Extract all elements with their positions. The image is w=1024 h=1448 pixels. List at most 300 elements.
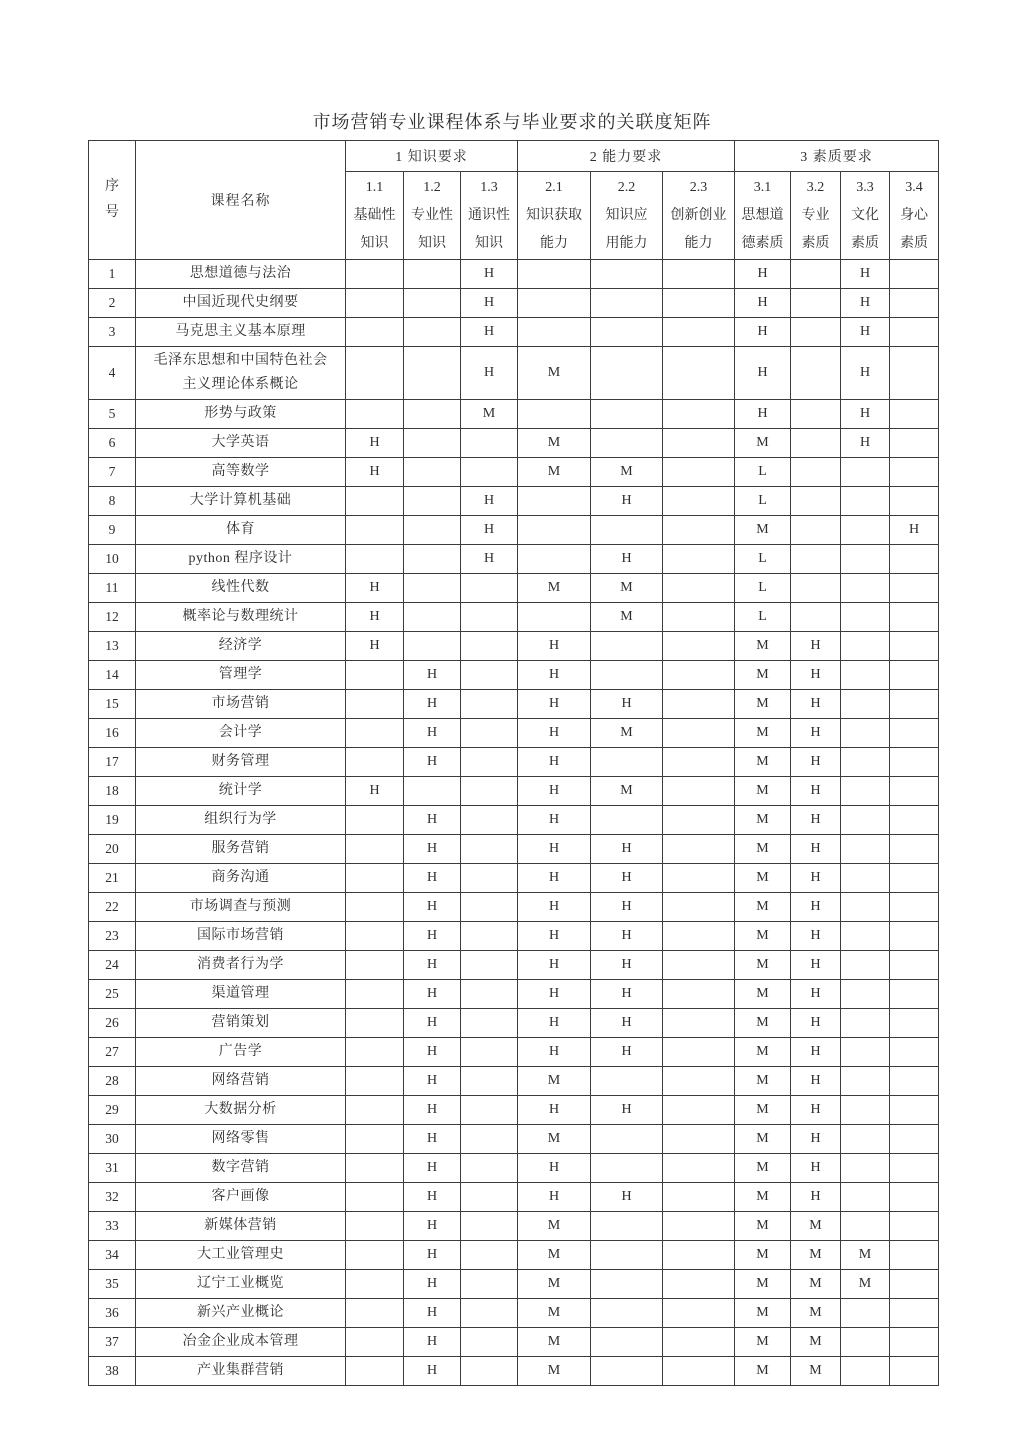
relevance-value: H	[404, 806, 461, 835]
relevance-value	[518, 318, 591, 347]
relevance-value	[841, 516, 890, 545]
relevance-value	[346, 806, 404, 835]
table-row	[89, 1299, 939, 1328]
relevance-value: H	[404, 1009, 461, 1038]
relevance-value	[663, 1212, 735, 1241]
header-group-quality: 3 素质要求	[735, 141, 939, 172]
relevance-value: H	[518, 922, 591, 951]
relevance-value: H	[591, 864, 663, 893]
relevance-value	[841, 1328, 890, 1357]
relevance-value	[890, 260, 939, 289]
relevance-value	[591, 1299, 663, 1328]
relevance-value	[663, 864, 735, 893]
relevance-value	[346, 1038, 404, 1067]
row-number: 38	[89, 1357, 136, 1386]
relevance-value: M	[841, 1241, 890, 1270]
relevance-value	[591, 1270, 663, 1299]
relevance-value	[461, 1357, 518, 1386]
subheader-1.2: 1.2 专业性 知识	[404, 172, 461, 260]
row-number: 14	[89, 661, 136, 690]
relevance-value	[890, 1299, 939, 1328]
relevance-value	[461, 690, 518, 719]
table-row	[89, 1154, 939, 1183]
relevance-value	[461, 603, 518, 632]
relevance-value: M	[735, 951, 791, 980]
relevance-value: H	[591, 951, 663, 980]
table-row	[89, 864, 939, 893]
relevance-value	[346, 1154, 404, 1183]
row-number: 9	[89, 516, 136, 545]
relevance-value: H	[404, 1241, 461, 1270]
relevance-value	[890, 1270, 939, 1299]
course-name: 大数据分析	[136, 1096, 346, 1125]
relevance-value: H	[591, 487, 663, 516]
relevance-value	[518, 400, 591, 429]
relevance-value: M	[518, 429, 591, 458]
relevance-value: H	[404, 1270, 461, 1299]
course-name: 营销策划	[136, 1009, 346, 1038]
table-row	[89, 980, 939, 1009]
relevance-value: H	[461, 289, 518, 318]
relevance-value: H	[841, 400, 890, 429]
relevance-value	[663, 719, 735, 748]
relevance-value	[890, 1067, 939, 1096]
relevance-value: H	[791, 806, 841, 835]
row-number: 6	[89, 429, 136, 458]
relevance-value	[518, 516, 591, 545]
relevance-value	[591, 1125, 663, 1154]
relevance-value	[404, 347, 461, 400]
relevance-value	[404, 516, 461, 545]
row-number: 36	[89, 1299, 136, 1328]
relevance-value	[663, 661, 735, 690]
course-name: 概率论与数理统计	[136, 603, 346, 632]
relevance-value: H	[841, 289, 890, 318]
relevance-value: H	[791, 835, 841, 864]
row-number: 27	[89, 1038, 136, 1067]
relevance-value: H	[404, 864, 461, 893]
relevance-value	[461, 1270, 518, 1299]
course-name: 广告学	[136, 1038, 346, 1067]
relevance-value: M	[735, 1299, 791, 1328]
relevance-value	[663, 1009, 735, 1038]
relevance-value	[461, 951, 518, 980]
relevance-value	[841, 777, 890, 806]
relevance-value	[791, 574, 841, 603]
relevance-value	[404, 574, 461, 603]
row-number: 18	[89, 777, 136, 806]
relevance-value: M	[518, 1125, 591, 1154]
relevance-value	[663, 318, 735, 347]
relevance-value	[518, 603, 591, 632]
relevance-value	[663, 632, 735, 661]
relevance-value	[791, 429, 841, 458]
row-number: 19	[89, 806, 136, 835]
relevance-value	[461, 1154, 518, 1183]
relevance-value	[591, 632, 663, 661]
relevance-value	[461, 1328, 518, 1357]
table-row	[89, 922, 939, 951]
relevance-value: L	[735, 603, 791, 632]
relevance-value: H	[404, 1357, 461, 1386]
relevance-value: H	[791, 690, 841, 719]
relevance-value	[346, 1270, 404, 1299]
relevance-value	[461, 922, 518, 951]
table-row	[89, 347, 939, 400]
relevance-value: H	[841, 318, 890, 347]
row-number: 28	[89, 1067, 136, 1096]
relevance-value	[890, 951, 939, 980]
relevance-value	[461, 1009, 518, 1038]
relevance-value	[346, 1212, 404, 1241]
relevance-value	[404, 487, 461, 516]
relevance-value	[591, 1154, 663, 1183]
relevance-value: M	[518, 1270, 591, 1299]
relevance-value	[841, 922, 890, 951]
relevance-value: M	[518, 1241, 591, 1270]
relevance-value	[791, 260, 841, 289]
relevance-value	[346, 487, 404, 516]
row-number: 34	[89, 1241, 136, 1270]
relevance-value	[346, 545, 404, 574]
relevance-value: H	[518, 835, 591, 864]
relevance-value	[346, 690, 404, 719]
relevance-value	[663, 980, 735, 1009]
relevance-value: H	[518, 980, 591, 1009]
relevance-value	[591, 1241, 663, 1270]
row-number: 33	[89, 1212, 136, 1241]
relevance-value	[791, 289, 841, 318]
relevance-value	[346, 1009, 404, 1038]
relevance-value: H	[841, 260, 890, 289]
relevance-value: H	[791, 1067, 841, 1096]
relevance-value	[591, 429, 663, 458]
relevance-value	[346, 400, 404, 429]
table-row	[89, 777, 939, 806]
row-number: 8	[89, 487, 136, 516]
relevance-value: H	[461, 516, 518, 545]
course-name: 国际市场营销	[136, 922, 346, 951]
relevance-value	[404, 545, 461, 574]
relevance-value	[890, 1096, 939, 1125]
relevance-value	[890, 318, 939, 347]
table-row	[89, 806, 939, 835]
relevance-value: M	[735, 1270, 791, 1299]
row-number: 10	[89, 545, 136, 574]
relevance-value: M	[461, 400, 518, 429]
relevance-value	[461, 661, 518, 690]
relevance-value	[663, 835, 735, 864]
relevance-value	[404, 603, 461, 632]
relevance-value	[663, 777, 735, 806]
relevance-value: H	[404, 1328, 461, 1357]
relevance-value	[346, 347, 404, 400]
relevance-value	[890, 429, 939, 458]
relevance-value: H	[518, 1009, 591, 1038]
relevance-value	[663, 1154, 735, 1183]
relevance-value: M	[735, 922, 791, 951]
relevance-value: H	[791, 1154, 841, 1183]
relevance-value	[791, 347, 841, 400]
table-row	[89, 1038, 939, 1067]
course-name: 形势与政策	[136, 400, 346, 429]
row-number: 12	[89, 603, 136, 632]
row-number: 37	[89, 1328, 136, 1357]
relevance-value	[890, 1357, 939, 1386]
relevance-value	[346, 1299, 404, 1328]
table-row	[89, 1009, 939, 1038]
relevance-value: M	[735, 893, 791, 922]
relevance-value	[890, 347, 939, 400]
relevance-value	[791, 487, 841, 516]
relevance-value: H	[404, 661, 461, 690]
relevance-value	[890, 1241, 939, 1270]
relevance-value	[404, 429, 461, 458]
course-name: 网络营销	[136, 1067, 346, 1096]
relevance-value	[663, 1183, 735, 1212]
course-name: 思想道德与法治	[136, 260, 346, 289]
relevance-value	[890, 980, 939, 1009]
relevance-value	[591, 347, 663, 400]
relevance-value: H	[518, 1038, 591, 1067]
relevance-value	[346, 1241, 404, 1270]
row-number: 16	[89, 719, 136, 748]
relevance-value: H	[791, 864, 841, 893]
relevance-value: L	[735, 458, 791, 487]
relevance-value	[346, 1183, 404, 1212]
relevance-value: H	[890, 516, 939, 545]
relevance-value	[346, 719, 404, 748]
relevance-value	[591, 400, 663, 429]
relevance-value: M	[735, 1067, 791, 1096]
relevance-value: H	[591, 1009, 663, 1038]
table-row	[89, 893, 939, 922]
relevance-value: H	[791, 748, 841, 777]
relevance-value	[591, 516, 663, 545]
relevance-value	[663, 922, 735, 951]
relevance-value	[890, 1154, 939, 1183]
subheader-3.1: 3.1 思想道 德素质	[735, 172, 791, 260]
row-number: 1	[89, 260, 136, 289]
relevance-value	[461, 1067, 518, 1096]
table-row	[89, 429, 939, 458]
relevance-value: M	[735, 1357, 791, 1386]
relevance-value	[346, 864, 404, 893]
relevance-value: M	[518, 458, 591, 487]
course-name: 大工业管理史	[136, 1241, 346, 1270]
relevance-value	[841, 1038, 890, 1067]
relevance-value	[591, 1328, 663, 1357]
relevance-value: H	[404, 893, 461, 922]
course-name: 统计学	[136, 777, 346, 806]
relevance-value	[663, 748, 735, 777]
relevance-value: H	[346, 458, 404, 487]
relevance-value	[663, 347, 735, 400]
relevance-value: M	[791, 1270, 841, 1299]
relevance-value: H	[591, 1096, 663, 1125]
relevance-value	[791, 545, 841, 574]
relevance-value	[461, 777, 518, 806]
relevance-value: H	[791, 980, 841, 1009]
relevance-value	[461, 980, 518, 1009]
relevance-value: M	[518, 1357, 591, 1386]
relevance-value: H	[404, 719, 461, 748]
relevance-value	[890, 458, 939, 487]
relevance-value	[461, 1183, 518, 1212]
course-name: 马克思主义基本原理	[136, 318, 346, 347]
relevance-value	[663, 806, 735, 835]
relevance-value	[404, 289, 461, 318]
relevance-value	[841, 545, 890, 574]
subheader-3.3: 3.3 文化 素质	[841, 172, 890, 260]
relevance-value: H	[518, 632, 591, 661]
relevance-value	[591, 318, 663, 347]
table-row	[89, 835, 939, 864]
group-header-row	[89, 141, 939, 172]
relevance-value	[663, 1067, 735, 1096]
relevance-value: H	[346, 632, 404, 661]
relevance-value	[518, 487, 591, 516]
course-name: 渠道管理	[136, 980, 346, 1009]
relevance-value: M	[518, 574, 591, 603]
relevance-value: H	[735, 260, 791, 289]
relevance-value: M	[591, 777, 663, 806]
row-number: 7	[89, 458, 136, 487]
relevance-value	[404, 777, 461, 806]
relevance-value: H	[791, 719, 841, 748]
relevance-value: L	[735, 574, 791, 603]
relevance-value: H	[404, 1096, 461, 1125]
relevance-value: H	[518, 777, 591, 806]
relevance-value	[518, 289, 591, 318]
relevance-value	[841, 487, 890, 516]
row-number: 2	[89, 289, 136, 318]
relevance-value: M	[791, 1241, 841, 1270]
relevance-value	[461, 1125, 518, 1154]
relevance-value	[461, 719, 518, 748]
relevance-value: M	[735, 980, 791, 1009]
relevance-value: H	[791, 632, 841, 661]
relevance-value	[841, 1357, 890, 1386]
relevance-value	[663, 893, 735, 922]
relevance-value	[518, 545, 591, 574]
relevance-value: H	[461, 487, 518, 516]
relevance-value	[346, 661, 404, 690]
relevance-value	[841, 1183, 890, 1212]
relevance-value	[461, 458, 518, 487]
relevance-value	[346, 1096, 404, 1125]
relevance-value	[461, 1212, 518, 1241]
relevance-value	[791, 458, 841, 487]
relevance-value: H	[461, 347, 518, 400]
relevance-value: H	[791, 951, 841, 980]
relevance-value	[841, 719, 890, 748]
table-row	[89, 1270, 939, 1299]
relevance-value	[663, 400, 735, 429]
course-name: 消费者行为学	[136, 951, 346, 980]
relevance-value: H	[518, 864, 591, 893]
relevance-value	[890, 632, 939, 661]
relevance-value	[591, 1067, 663, 1096]
table-row	[89, 516, 939, 545]
row-number: 25	[89, 980, 136, 1009]
relevance-value	[663, 1357, 735, 1386]
relevance-value: H	[518, 748, 591, 777]
relevance-value	[346, 951, 404, 980]
subheader-2.3: 2.3 创新创业 能力	[663, 172, 735, 260]
relevance-value: M	[735, 1183, 791, 1212]
relevance-value: H	[591, 545, 663, 574]
row-number: 20	[89, 835, 136, 864]
relevance-value: H	[518, 719, 591, 748]
header-seq	[89, 141, 136, 260]
relevance-value: M	[735, 690, 791, 719]
table-row	[89, 661, 939, 690]
relevance-value: M	[735, 1009, 791, 1038]
row-number: 23	[89, 922, 136, 951]
relevance-value: M	[735, 429, 791, 458]
relevance-value	[841, 835, 890, 864]
relevance-value	[841, 1125, 890, 1154]
course-name: 毛泽东思想和中国特色社会主义理论体系概论	[136, 347, 346, 400]
course-name: 服务营销	[136, 835, 346, 864]
relevance-value	[591, 1357, 663, 1386]
relevance-value	[890, 289, 939, 318]
relevance-value	[591, 661, 663, 690]
relevance-value	[404, 632, 461, 661]
relevance-value	[346, 1357, 404, 1386]
relevance-value	[890, 574, 939, 603]
relevance-value	[404, 400, 461, 429]
relevance-value	[663, 1328, 735, 1357]
relevance-value: M	[591, 574, 663, 603]
course-name: 高等数学	[136, 458, 346, 487]
relevance-value	[346, 835, 404, 864]
relevance-value: M	[735, 864, 791, 893]
relevance-value	[461, 748, 518, 777]
relevance-value	[890, 1125, 939, 1154]
relevance-value	[591, 806, 663, 835]
course-name: 新媒体营销	[136, 1212, 346, 1241]
course-name: 组织行为学	[136, 806, 346, 835]
header-group-ability: 2 能力要求	[518, 141, 735, 172]
relevance-value: L	[735, 545, 791, 574]
relevance-value	[890, 603, 939, 632]
relevance-value	[404, 260, 461, 289]
course-name: 市场调查与预测	[136, 893, 346, 922]
table-body	[89, 260, 939, 1386]
course-name: 大学英语	[136, 429, 346, 458]
relevance-value	[663, 1096, 735, 1125]
relevance-value	[663, 289, 735, 318]
relevance-value: H	[404, 1067, 461, 1096]
relevance-value	[346, 1125, 404, 1154]
table-row	[89, 690, 939, 719]
relevance-value: H	[735, 318, 791, 347]
relevance-value	[461, 574, 518, 603]
table-row	[89, 603, 939, 632]
course-name: 辽宁工业概览	[136, 1270, 346, 1299]
relevance-value: H	[591, 1183, 663, 1212]
relevance-value	[841, 1154, 890, 1183]
relevance-value	[663, 1038, 735, 1067]
relevance-value	[841, 603, 890, 632]
relevance-value	[841, 1096, 890, 1125]
relevance-value: H	[518, 690, 591, 719]
relevance-value: H	[404, 1212, 461, 1241]
relevance-value: H	[518, 951, 591, 980]
relevance-value	[663, 260, 735, 289]
